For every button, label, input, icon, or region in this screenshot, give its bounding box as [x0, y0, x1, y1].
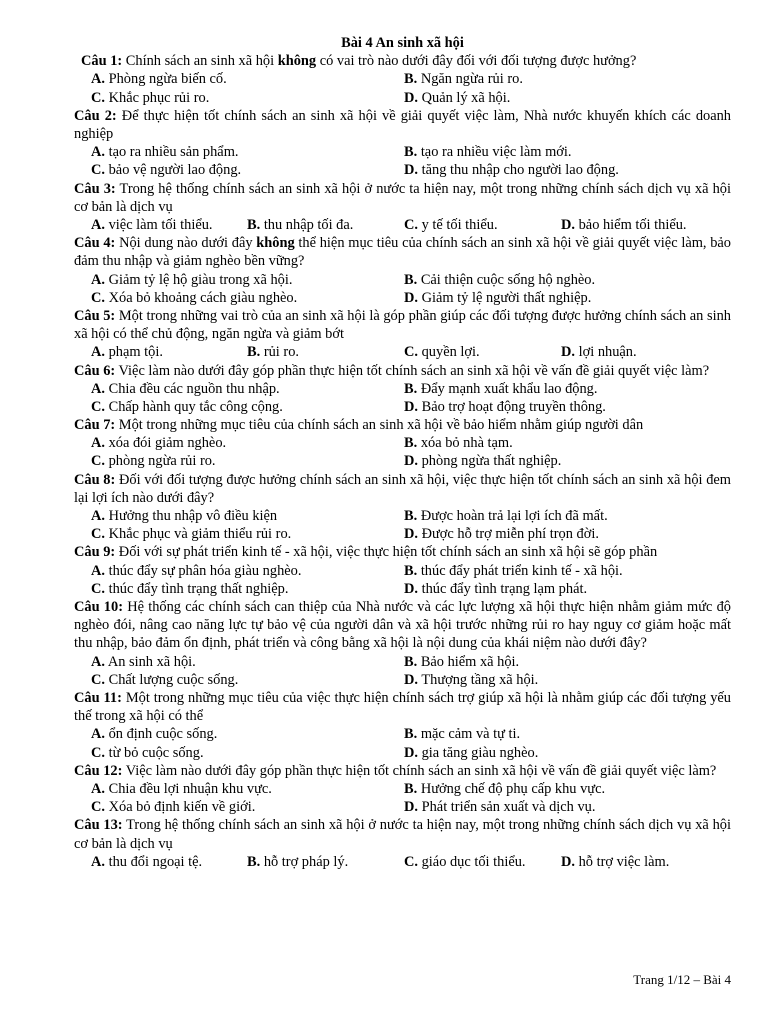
answer-option-a[interactable] — [91, 725, 217, 743]
answer-option-b[interactable] — [404, 653, 519, 671]
options-row — [74, 725, 731, 743]
option-text: Bảo hiểm xã hội. — [420, 653, 520, 670]
answer-option-b[interactable] — [404, 725, 520, 743]
option-letter: B. — [247, 216, 261, 233]
option-text: giáo dục tối thiểu. — [421, 853, 526, 870]
answer-option-c[interactable] — [91, 452, 216, 470]
question-text: Trong hệ thống chính sách an sinh xã hội ở nước ta hiện nay, một trong những chính sách dịch vụ xã hội cơ bản là dịch vụ — [74, 180, 731, 215]
answer-option-b[interactable] — [404, 562, 623, 580]
options-row — [74, 744, 731, 762]
answer-option-a[interactable] — [91, 780, 272, 798]
options-row — [74, 653, 731, 671]
question-label: Câu 10: — [74, 599, 123, 616]
option-text: bảo vệ người lao động. — [108, 162, 242, 179]
question-11 — [74, 689, 731, 725]
option-letter: C. — [91, 398, 105, 415]
question-12 — [74, 762, 731, 780]
option-letter: D. — [404, 799, 418, 816]
option-letter: D. — [404, 453, 418, 470]
question-10 — [74, 598, 731, 653]
option-text: Chia đều các nguồn thu nhập. — [108, 380, 280, 397]
option-letter: A. — [91, 380, 105, 397]
question-label: Câu 6: — [74, 362, 116, 379]
option-letter: B. — [404, 144, 418, 161]
option-text: Khắc phục rủi ro. — [108, 89, 210, 106]
answer-option-a[interactable] — [91, 343, 163, 361]
answer-option-d[interactable] — [561, 216, 687, 234]
answer-option-a[interactable] — [91, 853, 202, 871]
option-letter: B. — [404, 271, 418, 288]
option-letter: C. — [91, 453, 105, 470]
question-text: Hệ thống các chính sách can thiệp của Nhà nước và các lực lượng xã hội thực hiện nhằm giảm mức độ nghèo đói, nâng cao năng lực tự bảo vệ của người dân và xã hội trước những rủi ro hay nguy cơ giảm hoặc mất thu nhập, bảo đảm ổn định, phát triển và công bằng xã hội là nội dung của khái niệm nào dưới đây? — [74, 599, 731, 652]
option-letter: D. — [561, 853, 575, 870]
option-text: phòng ngừa thất nghiệp. — [421, 453, 562, 470]
answer-option-d[interactable] — [404, 89, 510, 107]
option-letter: C. — [404, 216, 418, 233]
option-text: Đẩy mạnh xuất khẩu lao động. — [420, 380, 598, 397]
answer-option-a[interactable] — [91, 70, 227, 88]
option-text: Xóa bỏ định kiến về giới. — [108, 799, 256, 816]
option-text: Hưởng chế độ phụ cấp khu vực. — [420, 781, 606, 797]
answer-option-d[interactable] — [404, 398, 606, 416]
option-letter: D. — [404, 398, 418, 415]
option-text: Phòng ngừa biến cố. — [108, 71, 227, 88]
options-row — [74, 580, 731, 598]
answer-option-c[interactable] — [91, 89, 209, 107]
options-row — [74, 143, 731, 161]
answer-option-d[interactable] — [561, 343, 637, 361]
options-row — [74, 89, 731, 107]
question-label: Câu 9: — [74, 544, 116, 561]
answer-option-d[interactable] — [404, 161, 619, 179]
option-letter: C. — [91, 162, 105, 179]
option-text: quyền lợi. — [421, 344, 480, 361]
options-row — [74, 70, 731, 88]
answer-option-c[interactable] — [404, 343, 480, 361]
answer-option-a[interactable] — [91, 271, 292, 289]
option-letter: A. — [91, 508, 105, 525]
answer-option-d[interactable] — [404, 671, 538, 689]
option-text: Giảm tỷ lệ hộ giàu trong xã hội. — [108, 271, 293, 288]
option-letter: D. — [404, 162, 418, 179]
option-text: tạo ra nhiều việc làm mới. — [420, 144, 572, 161]
question-label: Câu 8: — [74, 471, 116, 488]
option-text: Chất lượng cuộc sống. — [108, 671, 239, 688]
answer-option-a[interactable] — [91, 143, 238, 161]
option-text: mặc cảm và tự ti. — [420, 726, 521, 743]
option-letter: B. — [404, 435, 418, 452]
option-text: phạm tội. — [108, 344, 163, 361]
option-letter: D. — [404, 744, 418, 761]
question-text: Nội dung nào dưới đây — [119, 235, 257, 252]
option-text: lợi nhuận. — [578, 344, 637, 361]
option-text: thúc đẩy phát triển kinh tế - xã hội. — [420, 562, 623, 579]
options-row — [74, 507, 731, 525]
options-row — [74, 562, 731, 580]
question-list — [74, 52, 731, 871]
answer-option-b[interactable] — [404, 143, 571, 161]
question-4 — [74, 234, 731, 270]
option-letter: D. — [404, 289, 418, 306]
option-letter: B. — [404, 380, 418, 397]
answer-option-b[interactable] — [404, 507, 608, 525]
options-row — [74, 343, 731, 361]
option-letter: A. — [91, 853, 105, 870]
option-letter: A. — [91, 653, 105, 670]
answer-option-d[interactable] — [561, 853, 669, 871]
option-text: thu nhập tối đa. — [263, 216, 354, 233]
option-text: xóa đói giảm nghèo. — [108, 435, 227, 452]
option-letter: B. — [404, 508, 418, 525]
answer-option-d[interactable] — [404, 580, 587, 598]
question-label: Câu 3: — [74, 180, 116, 197]
options-row — [74, 452, 731, 470]
option-letter: B. — [404, 562, 418, 579]
option-letter: C. — [404, 853, 418, 870]
options-row — [74, 434, 731, 452]
option-letter: B. — [404, 71, 418, 88]
document-page — [74, 34, 731, 871]
question-text: Đối với sự phát triển kinh tế - xã hội, việc thực hiện tốt chính sách an sinh xã hội sẽ góp phần — [118, 544, 658, 561]
options-row — [74, 398, 731, 416]
options-row — [74, 380, 731, 398]
question-emphasis: không — [256, 235, 295, 252]
option-text: Phát triển sản xuất và dịch vụ. — [421, 799, 596, 816]
answer-option-a[interactable] — [91, 434, 226, 452]
option-letter: C. — [404, 344, 418, 361]
option-text: thúc đẩy tình trạng thất nghiệp. — [108, 580, 289, 597]
option-text: từ bỏ cuộc sống. — [108, 744, 204, 761]
question-1 — [74, 52, 731, 70]
option-letter: A. — [91, 344, 105, 361]
option-letter: B. — [247, 853, 261, 870]
option-letter: D. — [404, 89, 418, 106]
question-text: Việc làm nào dưới đây góp phần thực hiện tốt chính sách an sinh xã hội về vấn đề giải quyết việc làm? — [125, 762, 717, 779]
option-text: Ngăn ngừa rủi ro. — [420, 71, 523, 88]
option-text: Bảo trợ hoạt động truyền thông. — [421, 398, 606, 415]
answer-option-b[interactable] — [247, 853, 348, 871]
option-text: tạo ra nhiều sản phẩm. — [108, 144, 239, 161]
answer-option-d[interactable] — [404, 289, 591, 307]
option-text: thúc đẩy tình trạng lạm phát. — [421, 580, 588, 597]
option-letter: A. — [91, 781, 105, 797]
question-8 — [74, 471, 731, 507]
option-text: Thượng tầng xã hội. — [421, 671, 539, 688]
option-letter: A. — [91, 271, 105, 288]
question-3 — [74, 180, 731, 216]
answer-option-c[interactable] — [404, 853, 526, 871]
answer-option-a[interactable] — [91, 216, 213, 234]
option-text: Giảm tỷ lệ người thất nghiệp. — [421, 289, 592, 306]
option-letter: A. — [91, 71, 105, 88]
question-text-continued: thể hiện mục tiêu của chính sách an sinh xã hội về giải quyết việc làm, bảo đảm thu nhập và giảm nghèo bền vững? — [74, 235, 732, 270]
question-5 — [74, 307, 731, 343]
question-emphasis: không — [277, 53, 317, 70]
question-2 — [74, 107, 731, 143]
options-row — [74, 780, 731, 798]
option-text: An sinh xã hội. — [107, 653, 196, 670]
option-letter: C. — [91, 289, 105, 306]
option-text: Được hoàn trả lại lợi ích đã mất. — [420, 508, 608, 525]
options-row — [74, 271, 731, 289]
options-row — [74, 798, 731, 816]
answer-option-d[interactable] — [404, 798, 595, 816]
option-letter: B. — [404, 653, 418, 670]
answer-option-b[interactable] — [404, 380, 597, 398]
question-label: Câu 4: — [74, 235, 116, 252]
option-letter: B. — [247, 344, 261, 361]
question-text: Đối với đối tượng được hưởng chính sách an sinh xã hội, việc thực hiện tốt chính sách an sinh xã hội đem lại lợi ích nào dưới đây? — [74, 471, 731, 506]
answer-option-c[interactable] — [404, 216, 498, 234]
option-letter: B. — [404, 781, 418, 797]
option-text: ổn định cuộc sống. — [108, 726, 218, 743]
question-text: Một trong những mục tiêu của chính sách an sinh xã hội về bảo hiểm nhằm giúp người dân — [118, 417, 644, 434]
option-letter: A. — [91, 562, 105, 579]
options-row — [74, 216, 731, 234]
option-letter: C. — [91, 671, 105, 688]
page-title: Bài 4 An sinh xã hội — [341, 35, 464, 51]
option-letter: D. — [404, 671, 418, 688]
option-letter: D. — [561, 216, 575, 233]
answer-option-c[interactable] — [91, 671, 238, 689]
option-text: rủi ro. — [263, 344, 299, 361]
option-text: tăng thu nhập cho người lao động. — [421, 162, 619, 179]
option-letter: C. — [91, 580, 105, 597]
option-text: Cải thiện cuộc sống hộ nghèo. — [420, 271, 596, 288]
option-text: Chấp hành quy tắc công cộng. — [108, 398, 283, 415]
question-13 — [74, 816, 731, 852]
option-text: Quản lý xã hội. — [421, 89, 511, 106]
option-text: xóa bỏ nhà tạm. — [420, 435, 513, 452]
answer-option-b[interactable] — [247, 343, 299, 361]
answer-option-c[interactable] — [91, 580, 288, 598]
option-text: hỗ trợ pháp lý. — [263, 853, 349, 870]
option-text: gia tăng giàu nghèo. — [421, 744, 539, 761]
answer-option-b[interactable] — [247, 216, 353, 234]
question-label: Câu 7: — [74, 417, 116, 434]
options-row — [74, 853, 731, 871]
option-letter: C. — [91, 526, 105, 543]
option-letter: C. — [91, 799, 105, 816]
option-letter: D. — [404, 580, 418, 597]
answer-option-c[interactable] — [91, 744, 204, 762]
answer-option-c[interactable] — [91, 161, 241, 179]
answer-option-a[interactable] — [91, 653, 196, 671]
options-row — [74, 671, 731, 689]
option-letter: B. — [404, 726, 418, 743]
answer-option-d[interactable] — [404, 452, 561, 470]
page-footer: Trang 1/12 – Bài 4 — [633, 972, 731, 987]
option-text: Xóa bỏ khoảng cách giàu nghèo. — [108, 289, 298, 306]
option-text: phòng ngừa rủi ro. — [108, 453, 216, 470]
question-6 — [74, 362, 731, 380]
answer-option-b[interactable] — [404, 70, 523, 88]
question-text: Một trong những vai trò của an sinh xã hội là góp phần giúp các đối tượng được hưởng chính sách an sinh xã hội có thể chủ động, ngăn ngừa và giảm bớt — [74, 307, 732, 343]
option-text: Được hỗ trợ miễn phí trọn đời. — [421, 526, 599, 543]
option-letter: A. — [91, 144, 105, 161]
answer-option-a[interactable] — [91, 562, 301, 580]
question-label: Câu 11: — [74, 690, 122, 707]
question-7 — [74, 416, 731, 434]
question-text: Việc làm nào dưới đây góp phần thực hiện tốt chính sách an sinh xã hội về vấn đề giải quyết việc làm? — [118, 362, 710, 379]
question-text-continued: có vai trò nào dưới đây đối với đối tượng được hưởng? — [316, 53, 637, 70]
answer-option-c[interactable] — [91, 525, 291, 543]
answer-option-c[interactable] — [91, 289, 297, 307]
option-text: thúc đẩy sự phân hóa giàu nghèo. — [108, 562, 302, 579]
option-letter: C. — [91, 89, 105, 106]
option-letter: C. — [91, 744, 105, 761]
question-label: Câu 2: — [74, 107, 117, 124]
option-text: việc làm tối thiểu. — [108, 216, 213, 233]
answer-option-a[interactable] — [91, 507, 277, 525]
option-letter: D. — [404, 526, 418, 543]
answer-option-b[interactable] — [404, 780, 605, 798]
answer-option-b[interactable] — [404, 434, 513, 452]
question-text: Chính sách an sinh xã hội — [125, 53, 278, 70]
option-text: hỗ trợ việc làm. — [578, 853, 670, 870]
answer-option-d[interactable] — [404, 744, 538, 762]
question-label: Câu 13: — [74, 817, 123, 834]
option-letter: D. — [561, 344, 575, 361]
option-text: thu đổi ngoại tệ. — [108, 853, 203, 870]
options-row — [74, 289, 731, 307]
question-label: Câu 1: — [81, 53, 123, 70]
option-letter: A. — [91, 726, 105, 743]
option-text: Hưởng thu nhập vô điều kiện — [108, 508, 278, 525]
answer-option-b[interactable] — [404, 271, 595, 289]
answer-option-c[interactable] — [91, 398, 283, 416]
answer-option-d[interactable] — [404, 525, 599, 543]
question-label: Câu 12: — [74, 762, 123, 779]
option-letter: A. — [91, 216, 105, 233]
question-text: Trong hệ thống chính sách an sinh xã hội ở nước ta hiện nay, một trong những chính sách dịch vụ xã hội cơ bản là dịch vụ — [74, 817, 731, 852]
option-text: Chia đều lợi nhuận khu vực. — [108, 781, 272, 797]
answer-option-a[interactable] — [91, 380, 280, 398]
question-text: Để thực hiện tốt chính sách an sinh xã hội về giải quyết việc làm, Nhà nước khuyến khích các doanh nghiệp — [74, 107, 731, 142]
question-text: Một trong những mục tiêu của việc thực hiện chính sách trợ giúp xã hội là nhằm giúp các đối tượng yếu thế trong xã hội có thể — [74, 690, 732, 725]
options-row — [74, 161, 731, 179]
option-letter: A. — [91, 435, 105, 452]
question-label: Câu 5: — [74, 307, 116, 324]
answer-option-c[interactable] — [91, 798, 255, 816]
option-text: bảo hiểm tối thiểu. — [578, 216, 687, 233]
option-text: Khắc phục và giảm thiểu rủi ro. — [108, 526, 292, 543]
option-text: y tế tối thiểu. — [421, 216, 498, 233]
options-row — [74, 525, 731, 543]
question-9 — [74, 543, 731, 561]
